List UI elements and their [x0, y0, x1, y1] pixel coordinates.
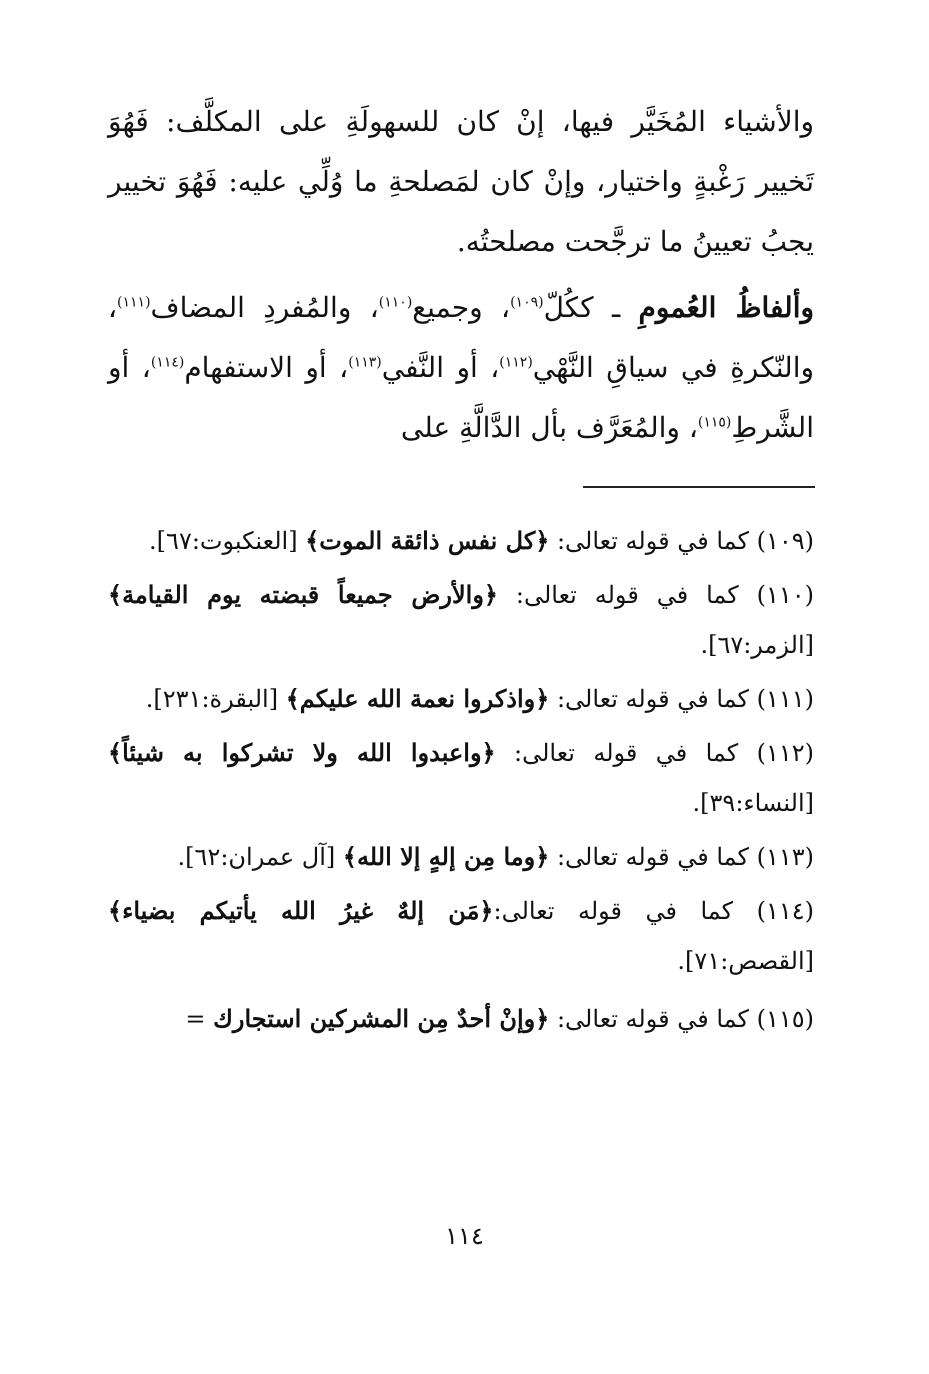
quran-verse: ﴿والأرض جميعاً قبضته يوم القيامة﴾ [108, 580, 498, 609]
footnote-number: (١٠٩) [756, 527, 814, 555]
footnote-114 [108, 886, 814, 986]
footnote-intro: كما في قوله تعالى: [497, 581, 757, 609]
footnotes [108, 516, 814, 1048]
footnote-109 [108, 516, 814, 566]
footnote-ref-115: (١١٥) [697, 414, 732, 431]
footnote-ref-114: (١١٤) [150, 354, 185, 371]
footnote-ref-113: (١١٣) [348, 354, 382, 371]
footnote-110 [108, 570, 814, 670]
footnote-intro: كما في قوله تعالى: [549, 527, 757, 555]
verse-reference: [العنكبوت:٦٧]. [149, 527, 306, 555]
quran-verse: ﴿وإنْ أحدٌ مِن المشركين استجارك [213, 1004, 550, 1033]
quran-verse: ﴿وما مِن إلهٍ إلا الله﴾ [342, 842, 550, 871]
footnote-ref-112: (١١٢) [499, 354, 533, 371]
footnote-number: (١١٤) [756, 897, 814, 925]
page-number: ١١٤ [445, 1222, 484, 1250]
footnote-ref-109: (١٠٩) [510, 294, 544, 311]
paragraph-options: والأشياء المُخَيَّر فيها، إنْ كان للسهولَةِ على المكلَّف: فَهُوَ تَخيير رَغْبةٍ واختيار، وإنْ كان لمَصلحةِ ما وُلِّي عليه: فَهُوَ تخيير يجبُ تعيينُ ما ترجَّحت مصلحتُه. [108, 105, 814, 258]
quran-verse: ﴿مَن إلهٌ غيرُ الله يأتيكم بضياء﴾ [108, 896, 494, 925]
quran-verse: ﴿واعبدوا الله ولا تشركوا به شيئاً﴾ [108, 738, 496, 767]
footnote-number: (١١١) [756, 685, 814, 713]
verse-reference: [آل عمران:٦٢]. [177, 843, 343, 871]
footnote-intro: كما في قوله تعالى: [549, 843, 757, 871]
main-text [108, 92, 814, 458]
footnote-number: (١١٥) [756, 1005, 814, 1033]
verse-reference: [النساء:٣٩]. [692, 789, 814, 817]
footnote-intro: كما في قوله تعالى: [495, 739, 757, 767]
footnote-ref-110: (١١٠) [378, 294, 413, 311]
footnote-divider [583, 486, 815, 488]
text-segment: ، والمُفردِ المضاف [150, 291, 379, 324]
footnote-number: (١١٣) [756, 843, 814, 871]
quran-verse: ﴿واذكروا نعمة الله عليكم﴾ [285, 684, 550, 713]
text-segment: ، والنّكرةِ في سياقِ النَّهْي [108, 291, 814, 384]
footnote-intro: كما في قوله تعالى: [549, 1005, 757, 1033]
footnote-115 [108, 994, 814, 1044]
text-segment: ، أو الشَّرطِ [108, 351, 814, 444]
footnote-intro: كما في قوله تعالى: [549, 685, 757, 713]
quran-verse: ﴿كل نفس ذائقة الموت﴾ [305, 526, 550, 555]
text-segment: ، أو النَّفي [381, 351, 500, 384]
footnote-112 [108, 728, 814, 828]
footnote-intro: كما في قوله تعالى: [493, 897, 757, 925]
footnote-number: (١١٠) [756, 581, 814, 609]
verse-reference: [القصص:٧١]. [677, 947, 814, 975]
footnote-number: (١١٢) [756, 739, 814, 767]
term-heading: وألفاظُ العُمومِ [638, 291, 814, 324]
footnote-113 [108, 832, 814, 882]
footnote-ref-111: (١١١) [117, 294, 151, 311]
continuation-mark: = [185, 1005, 214, 1033]
verse-reference: [البقرة:٢٣١]. [145, 685, 286, 713]
text-segment: ، وجميع [412, 291, 511, 324]
text-segment: ، والمُعَرَّف بأل الدَّالَّةِ على [400, 411, 698, 444]
paragraph-general-terms [108, 278, 814, 458]
text-segment: ـ ككُلّ [543, 291, 639, 324]
text-segment: ، أو الاستفهام [184, 351, 349, 384]
footnote-111 [108, 674, 814, 724]
verse-reference: [الزمر:٦٧]. [700, 631, 814, 659]
